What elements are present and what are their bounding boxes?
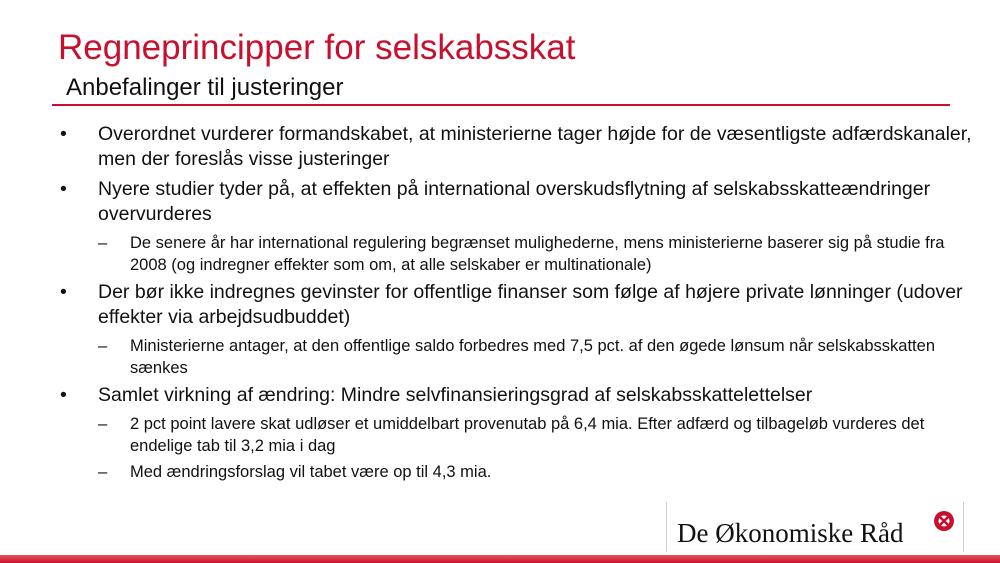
sub-bullet-text: De senere år har international regulering begrænset mulighederne, mens ministerierne baserer sig på studie fra 2008 (og indregner effekter som om, at alle selskaber er multinationale) [130, 234, 945, 274]
bullet-marker: • [60, 384, 67, 406]
bullet-text: Der bør ikke indregnes gevinster for offentlige finanser som følge af højere private lønninger (udover effekter via arbejdsudbuddet) [98, 281, 963, 328]
sub-bullet-marker: – [98, 337, 108, 355]
bullet-text: Overordnet vurderer formandskabet, at ministerierne tager højde for de væsentligste adfærdskanaler, men der foreslås visse justeringer [98, 123, 972, 170]
sub-bullet-marker: – [98, 463, 108, 481]
bullet-item [58, 122, 978, 172]
sub-bullet-item [58, 335, 978, 379]
bullet-marker: • [60, 123, 67, 145]
bullet-marker: • [60, 178, 67, 200]
sub-bullet-marker: – [98, 415, 108, 433]
logo-text: De Økonomiske Råd [677, 518, 904, 548]
sub-bullet-marker: – [98, 234, 108, 252]
slide-subtitle: Anbefalinger til justeringer [66, 74, 344, 101]
sub-bullet-item [58, 461, 978, 483]
sub-bullet-text: Ministerierne antager, at den offentlige saldo forbedres med 7,5 pct. af den øgede lønsum når selskabsskatten sænkes [130, 337, 935, 377]
logo-emblem-icon [933, 510, 955, 532]
logo [666, 502, 964, 552]
bullet-item [58, 177, 978, 227]
sub-bullet-text: 2 pct point lavere skat udløser et umiddelbart provenutab på 6,4 mia. Efter adfærd og tilbageløb vurderes det endelige tab til 3,2 mia i dag [130, 415, 925, 455]
bullet-text: Nyere studier tyder på, at effekten på international overskudsflytning af selskabsskatteændringer overvurderes [98, 178, 931, 225]
slide-title: Regneprincipper for selskabsskat [58, 28, 576, 67]
sub-bullet-item [58, 232, 978, 276]
bullet-marker: • [60, 281, 67, 303]
bullet-item [58, 383, 978, 408]
bottom-bar [0, 555, 1000, 563]
sub-bullet-item [58, 413, 978, 457]
bullet-item [58, 280, 978, 330]
bullet-list [58, 122, 978, 487]
title-divider [52, 104, 950, 106]
bullet-text: Samlet virkning af ændring: Mindre selvfinansieringsgrad af selskabsskattelettelser [98, 384, 813, 406]
sub-bullet-text: Med ændringsforslag vil tabet være op til 4,3 mia. [130, 463, 492, 481]
